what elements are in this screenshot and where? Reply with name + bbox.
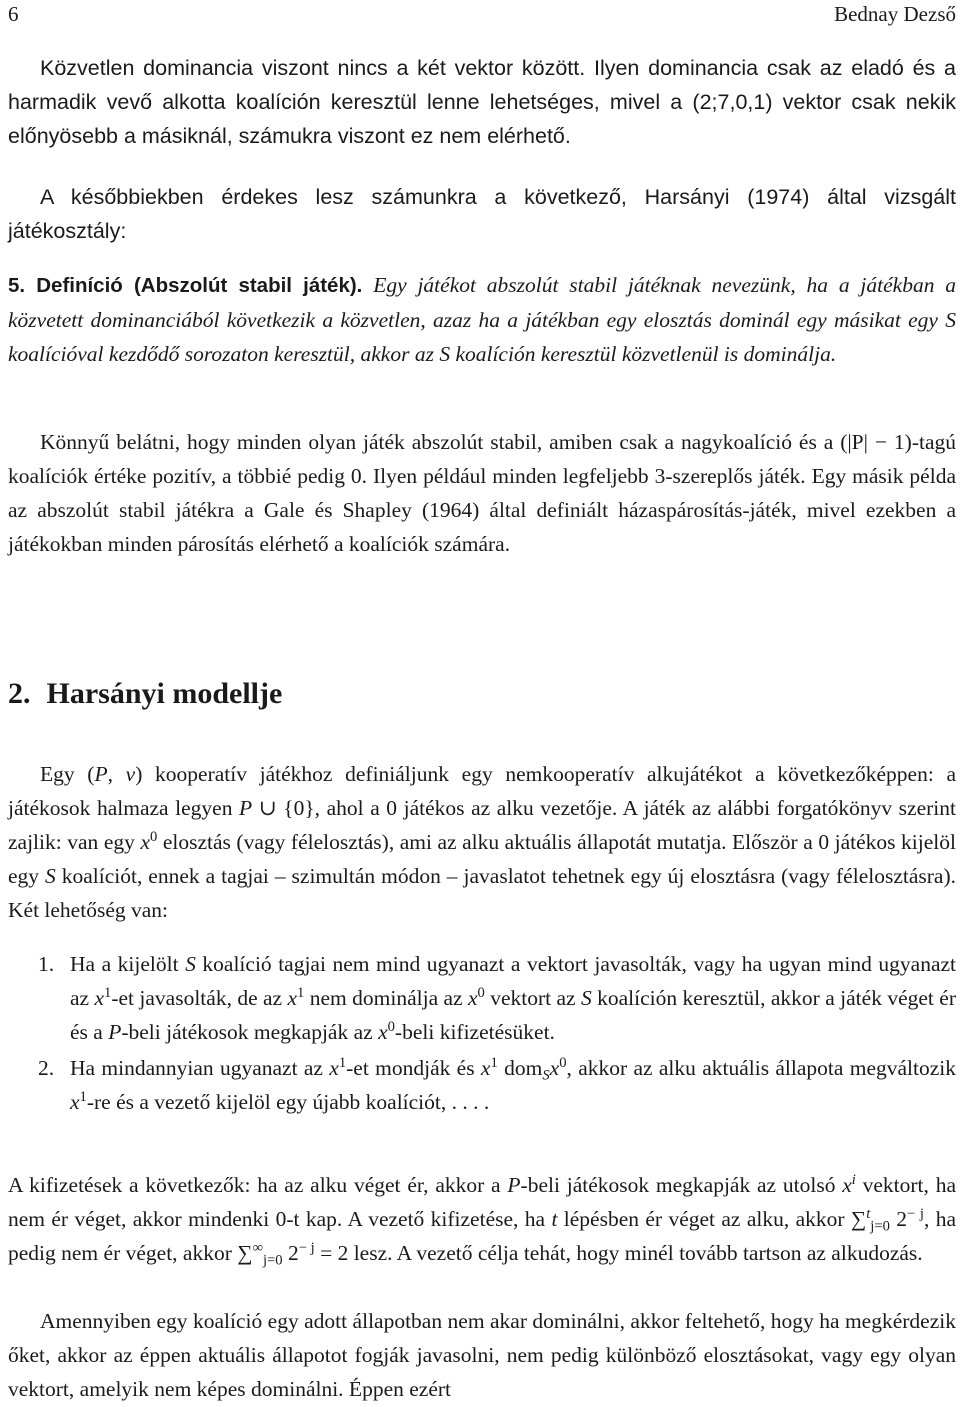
- definition-label: 5. Definíció (Abszolút stabil játék).: [8, 274, 363, 297]
- section-number: 2.: [8, 677, 31, 710]
- page-number: 6: [8, 2, 19, 26]
- definition-text: Egy játékot abszolút stabil játéknak nevezünk, ha a játékban a közvetett dominanciából következik a közvetlen, azaz ha a játékban egy elosztás dominál egy másikat egy S koalícióval kezdődő sorozaton keresztül, akkor az S koalíción keresztül közvetlenül is dominálja.: [8, 273, 957, 366]
- running-head-author: Bednay Dezső: [834, 2, 956, 26]
- list-item: 2. Ha mindannyian ugyanazt az $x^1-et$ mondják és $x^1$ $dom_Sx^0$, akkor az alku aktuális állapota megváltozik $x^1-re$ és a vezető kijelöl egy újabb koalíciót, . . . .: [38, 1054, 957, 1114]
- paragraph-model-definition: Egy (P, v) kooperatív játékhoz definiáljunk egy nemkooperatív alkujátékot a következőképpen: a játékosok halmaza legyen P ∪ {0}, ahol a 0 játékos az alku vezetője. A játék az alábbi forgatókönyv szerint zajlik: van egy $x^0$ elosztás (vagy félelosztás), ami az alku aktuális állapotát mutatja. Először a 0 játékos kijelöl egy S koalíciót, ennek a tagjai – szimultán módon – javaslatot tehetnek egy új elosztásra (vagy félelosztásra). Két lehetőség van:: [8, 762, 957, 922]
- paragraph-harsanyi-class: A későbbiekben érdekes lesz számunkra a következő, Harsányi (1974) által vizsgált játékosztály:: [8, 185, 956, 243]
- definition-absolute-stable: [8, 268, 956, 371]
- paragraph-direct-dominance: Közvetlen dominancia viszont nincs a két vektor között. Ilyen dominancia csak az eladó és a harmadik vevő alkotta koalíción keresztül lenne lehetséges, mivel a (2;7,0,1) vektor csak nekik előnyösebb a másiknál, számukra viszont ez nem elérhető.: [8, 56, 956, 148]
- paragraph-coalition-behavior: Amennyiben egy koalíció egy adott állapotban nem akar dominálni, akkor feltehető, hogy ha megkérdezik őket, akkor az éppen aktuális állapotot fogják javasolni, nem pedig különböző elosztásokat, vagy egy olyan vektort, amelyik nem képes dominálni. Éppen ezért: [8, 1309, 956, 1401]
- section-title: Harsányi modellje: [46, 677, 283, 710]
- page-header: [8, 0, 956, 32]
- section-heading: [8, 677, 956, 711]
- scenario-list: [8, 947, 956, 1119]
- paragraph-easy-to-see: Könnyű belátni, hogy minden olyan játék abszolút stabil, amiben csak a nagykoalíció és a (|P| − 1)-tagú koalíciók értéke pozitív, a többié pedig 0. Ilyen például minden legfeljebb 3-szereplős játék. Egy másik példa az abszolút stabil játékra a Gale és Shapley (1964) által definiált házaspárosítás-játék, mivel ezekben a játékokban minden párosítás elérhető a koalíciók számára.: [8, 430, 956, 556]
- list-item: 1. Ha a kijelölt S koalíció tagjai nem mind ugyanazt a vektort javasolták, vagy ha ugyan mind ugyanazt az $x^1-et$ javasolták, de az $x^1$ nem dominálja az $x^0$ vektort az S koalíción keresztül, akkor a játék véget ér és a P-beli játékosok megkapják az $x^0$-beli kifizetésüket.: [38, 952, 957, 1044]
- paragraph-payoffs: A kifizetések a következők: ha az alku véget ér, akkor a P-beli játékosok megkapják az utolsó $x^i$ vektort, ha nem ér véget, akkor mindenki 0-t kap. A vezető kifizetése, ha t lépésben ér véget az alku, akkor ∑$^t_{j=0}$ $2^{- j}$, ha pedig nem ér véget, akkor $\sum^\infty_{j=0}$ $2^{- j} = 2$ lesz. A vezető célja tehát, hogy minél tovább tartson az alkudozás.: [8, 1171, 957, 1269]
